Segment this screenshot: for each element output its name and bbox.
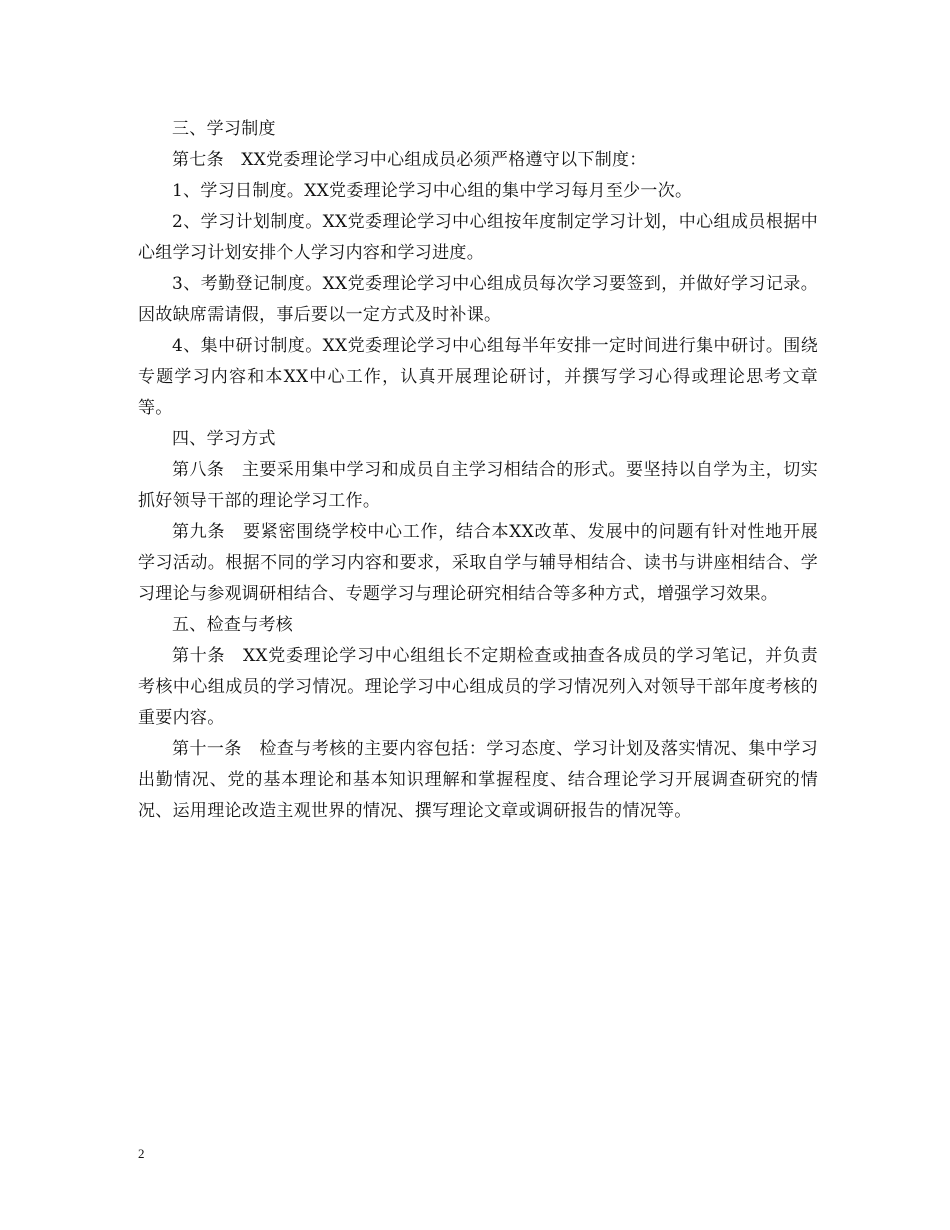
article-10: 第十条 XX党委理论学习中心组组长不定期检查或抽查各成员的学习笔记，并负责考核中心组成员的学习情况。理论学习中心组成员的学习情况列入对领导干部年度考核的重要内容。 bbox=[138, 646, 818, 728]
rule-seminar: 4、集中研讨制度。XX党委理论学习中心组每半年安排一定时间进行集中研讨。围绕专题学习内容和本XX中心工作，认真开展理论研讨，并撰写学习心得或理论思考文章等。 bbox=[138, 336, 818, 418]
article-9: 第九条 要紧密围绕学校中心工作，结合本XX改革、发展中的问题有针对性地开展学习活动。根据不同的学习内容和要求，采取自学与辅导相结合、读书与讲座相结合、学习理论与参观调研相结合、专题学习与理论研究相结合等多种方式，增强学习效果。 bbox=[138, 522, 818, 604]
page-number: 2 bbox=[138, 1146, 145, 1161]
section-heading-inspection: 五、检查与考核 bbox=[172, 615, 294, 635]
rule-study-day: 1、学习日制度。XX党委理论学习中心组的集中学习每月至少一次。 bbox=[172, 181, 693, 201]
document-body bbox=[138, 114, 818, 827]
rule-attendance: 3、考勤登记制度。XX党委理论学习中心组成员每次学习要签到，并做好学习记录。因故缺席需请假，事后要以一定方式及时补课。 bbox=[138, 274, 818, 325]
rule-study-plan: 2、学习计划制度。XX党委理论学习中心组按年度制定学习计划，中心组成员根据中心组学习计划安排个人学习内容和学习进度。 bbox=[138, 212, 818, 263]
article-11: 第十一条 检查与考核的主要内容包括：学习态度、学习计划及落实情况、集中学习出勤情况、党的基本理论和基本知识理解和掌握程度、结合理论学习开展调查研究的情况、运用理论改造主观世界的情况、撰写理论文章或调研报告的情况等。 bbox=[138, 739, 818, 821]
article-7: 第七条 XX党委理论学习中心组成员必须严格遵守以下制度： bbox=[172, 150, 647, 170]
section-heading-study-system: 三、学习制度 bbox=[172, 119, 276, 139]
article-8: 第八条 主要采用集中学习和成员自主学习相结合的形式。要坚持以自学为主，切实抓好领导干部的理论学习工作。 bbox=[138, 460, 818, 511]
section-heading-study-methods: 四、学习方式 bbox=[172, 429, 276, 449]
